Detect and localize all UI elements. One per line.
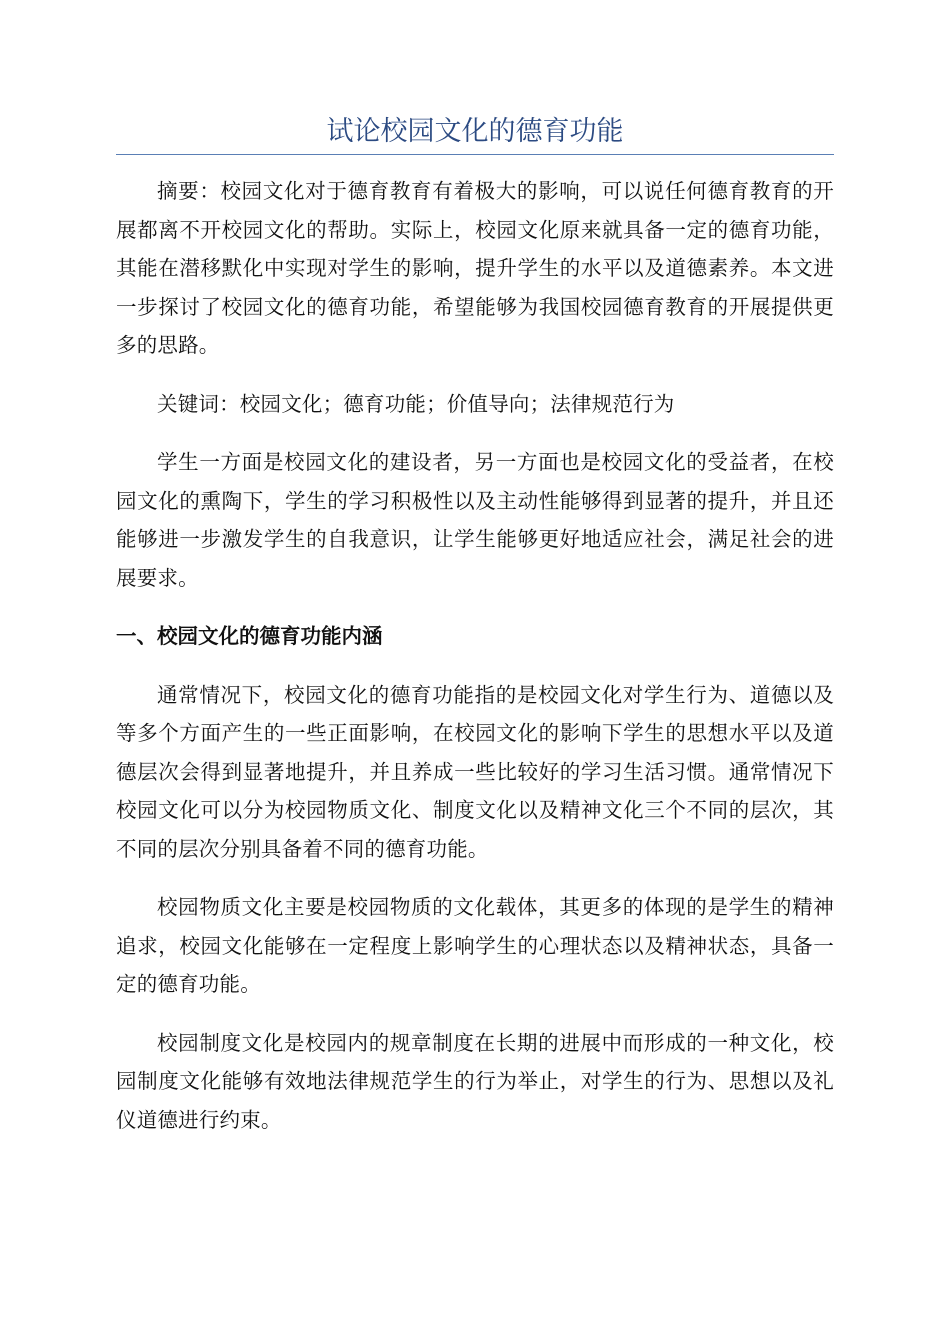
document-body: [116, 172, 834, 1159]
section1-paragraph-1: 通常情况下，校园文化的德育功能指的是校园文化对学生行为、道德以及等多个方面产生的一些正面影响，在校园文化的影响下学生的思想水平以及道德层次会得到显著地提升，并且养成一些比较好的学习生活习惯。通常情况下校园文化可以分为校园物质文化、制度文化以及精神文化三个不同的层次，其不同的层次分别具备着不同的德育功能。: [116, 682, 834, 861]
section1-paragraph-2: 校园物质文化主要是校园物质的文化载体，其更多的体现的是学生的精神追求，校园文化能够在一定程度上影响学生的心理状态以及精神状态，具备一定的德育功能。: [116, 895, 834, 996]
intro-paragraph: 学生一方面是校园文化的建设者，另一方面也是校园文化的受益者，在校园文化的熏陶下，学生的学习积极性以及主动性能够得到显著的提升，并且还能够进一步激发学生的自我意识，让学生能够更好地适应社会，满足社会的进展要求。: [116, 450, 834, 590]
title-underline: [116, 154, 834, 155]
keywords-paragraph: 关键词：校园文化；德育功能；价值导向；法律规范行为: [157, 391, 675, 416]
abstract-paragraph: 摘要：校园文化对于德育教育有着极大的影响，可以说任何德育教育的开展都离不开校园文化的帮助。实际上，校园文化原来就具备一定的德育功能，其能在潜移默化中实现对学生的影响，提升学生的水平以及道德素养。本文进一步探讨了校园文化的德育功能，希望能够为我国校园德育教育的开展提供更多的思路。: [116, 179, 834, 357]
document-title: 试论校园文化的德育功能: [326, 116, 624, 147]
section1-paragraph-3: 校园制度文化是校园内的规章制度在长期的进展中而形成的一种文化，校园制度文化能够有效地法律规范学生的行为举止，对学生的行为、思想以及礼仪道德进行约束。: [116, 1030, 834, 1132]
section-heading-1: 一、校园文化的德育功能内涵: [116, 624, 383, 648]
